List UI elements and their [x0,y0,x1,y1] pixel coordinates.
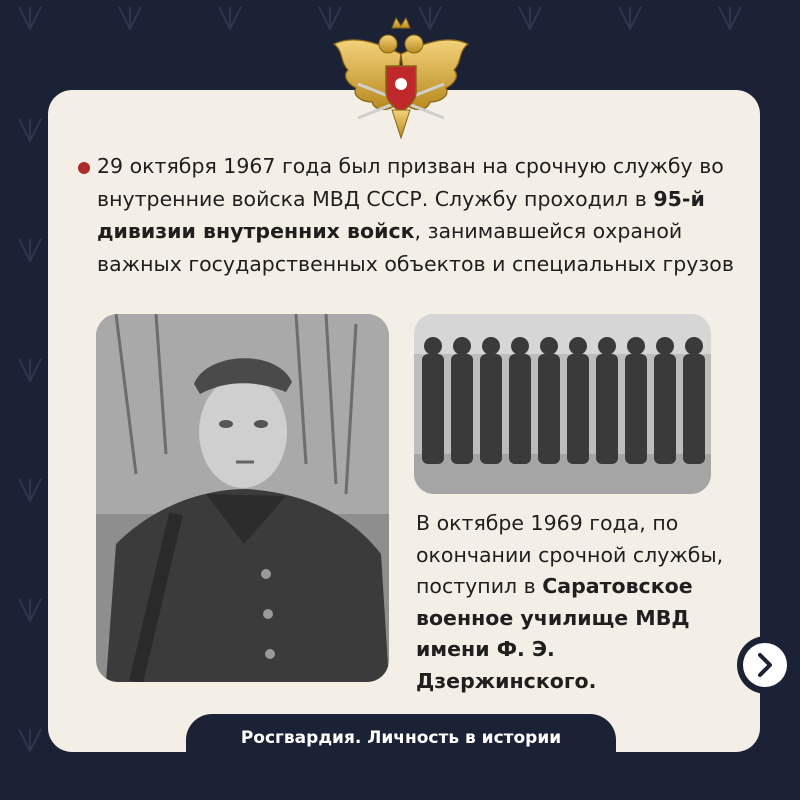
second-bold: Саратовское военное училище МВД имени Ф. Э. Дзержинского. [416,574,693,693]
flame-sword-mark-icon [15,725,45,755]
soldier-head [598,337,616,355]
flame-sword-mark-icon [15,3,45,33]
next-button-circle [743,643,787,687]
flame-sword-mark-icon [15,475,45,505]
second-paragraph [416,508,736,697]
soldier-figure [422,354,444,464]
next-slide-button[interactable] [737,636,791,694]
soldier-head [482,337,500,355]
soldier-figure [683,354,705,464]
soldier-head [656,337,674,355]
flame-sword-mark-icon [215,3,245,33]
soldier-head [627,337,645,355]
soldier-head [424,337,442,355]
soldier-figure [451,354,473,464]
chevron-right-icon [743,643,787,687]
soldier-head [540,337,558,355]
second-text-before: В октябре 1969 года, по окончании срочной службы, поступил в [416,511,724,598]
flame-sword-mark-icon [15,595,45,625]
marching-soldiers-photo [414,314,711,494]
soldier-head [569,337,587,355]
eagle-emblem-icon [330,14,472,144]
intro-paragraph [97,150,737,280]
soldier-head [511,337,529,355]
flame-sword-mark-icon [715,3,745,33]
soldier-figure [654,354,676,464]
flame-sword-mark-icon [15,235,45,265]
flame-sword-mark-icon [515,3,545,33]
intro-text-before: 29 октября 1967 года был призван на срочную службу во внутренние войска МВД СССР. Службу проходил в [97,154,724,211]
soldier-head [685,337,703,355]
intro-text-after: , занимавшейся охраной важных государственных объектов и специальных грузов [97,219,734,276]
flame-sword-mark-icon [115,3,145,33]
flame-sword-mark-icon [15,115,45,145]
soldier-portrait-photo [96,314,389,682]
flame-sword-mark-icon [15,355,45,385]
soldier-figure [596,354,618,464]
soldier-figure [509,354,531,464]
intro-bold: 95-й дивизии внутренних войск [97,186,705,243]
soldier-figure [567,354,589,464]
soldier-figure [480,354,502,464]
flame-sword-mark-icon [615,3,645,33]
soldier-head [453,337,471,355]
soldier-figure [538,354,560,464]
footer-label: Росгвардия. Личность в истории [240,728,562,748]
soldier-figure [625,354,647,464]
footer-tab [186,714,616,774]
bullet-dot [78,162,90,174]
